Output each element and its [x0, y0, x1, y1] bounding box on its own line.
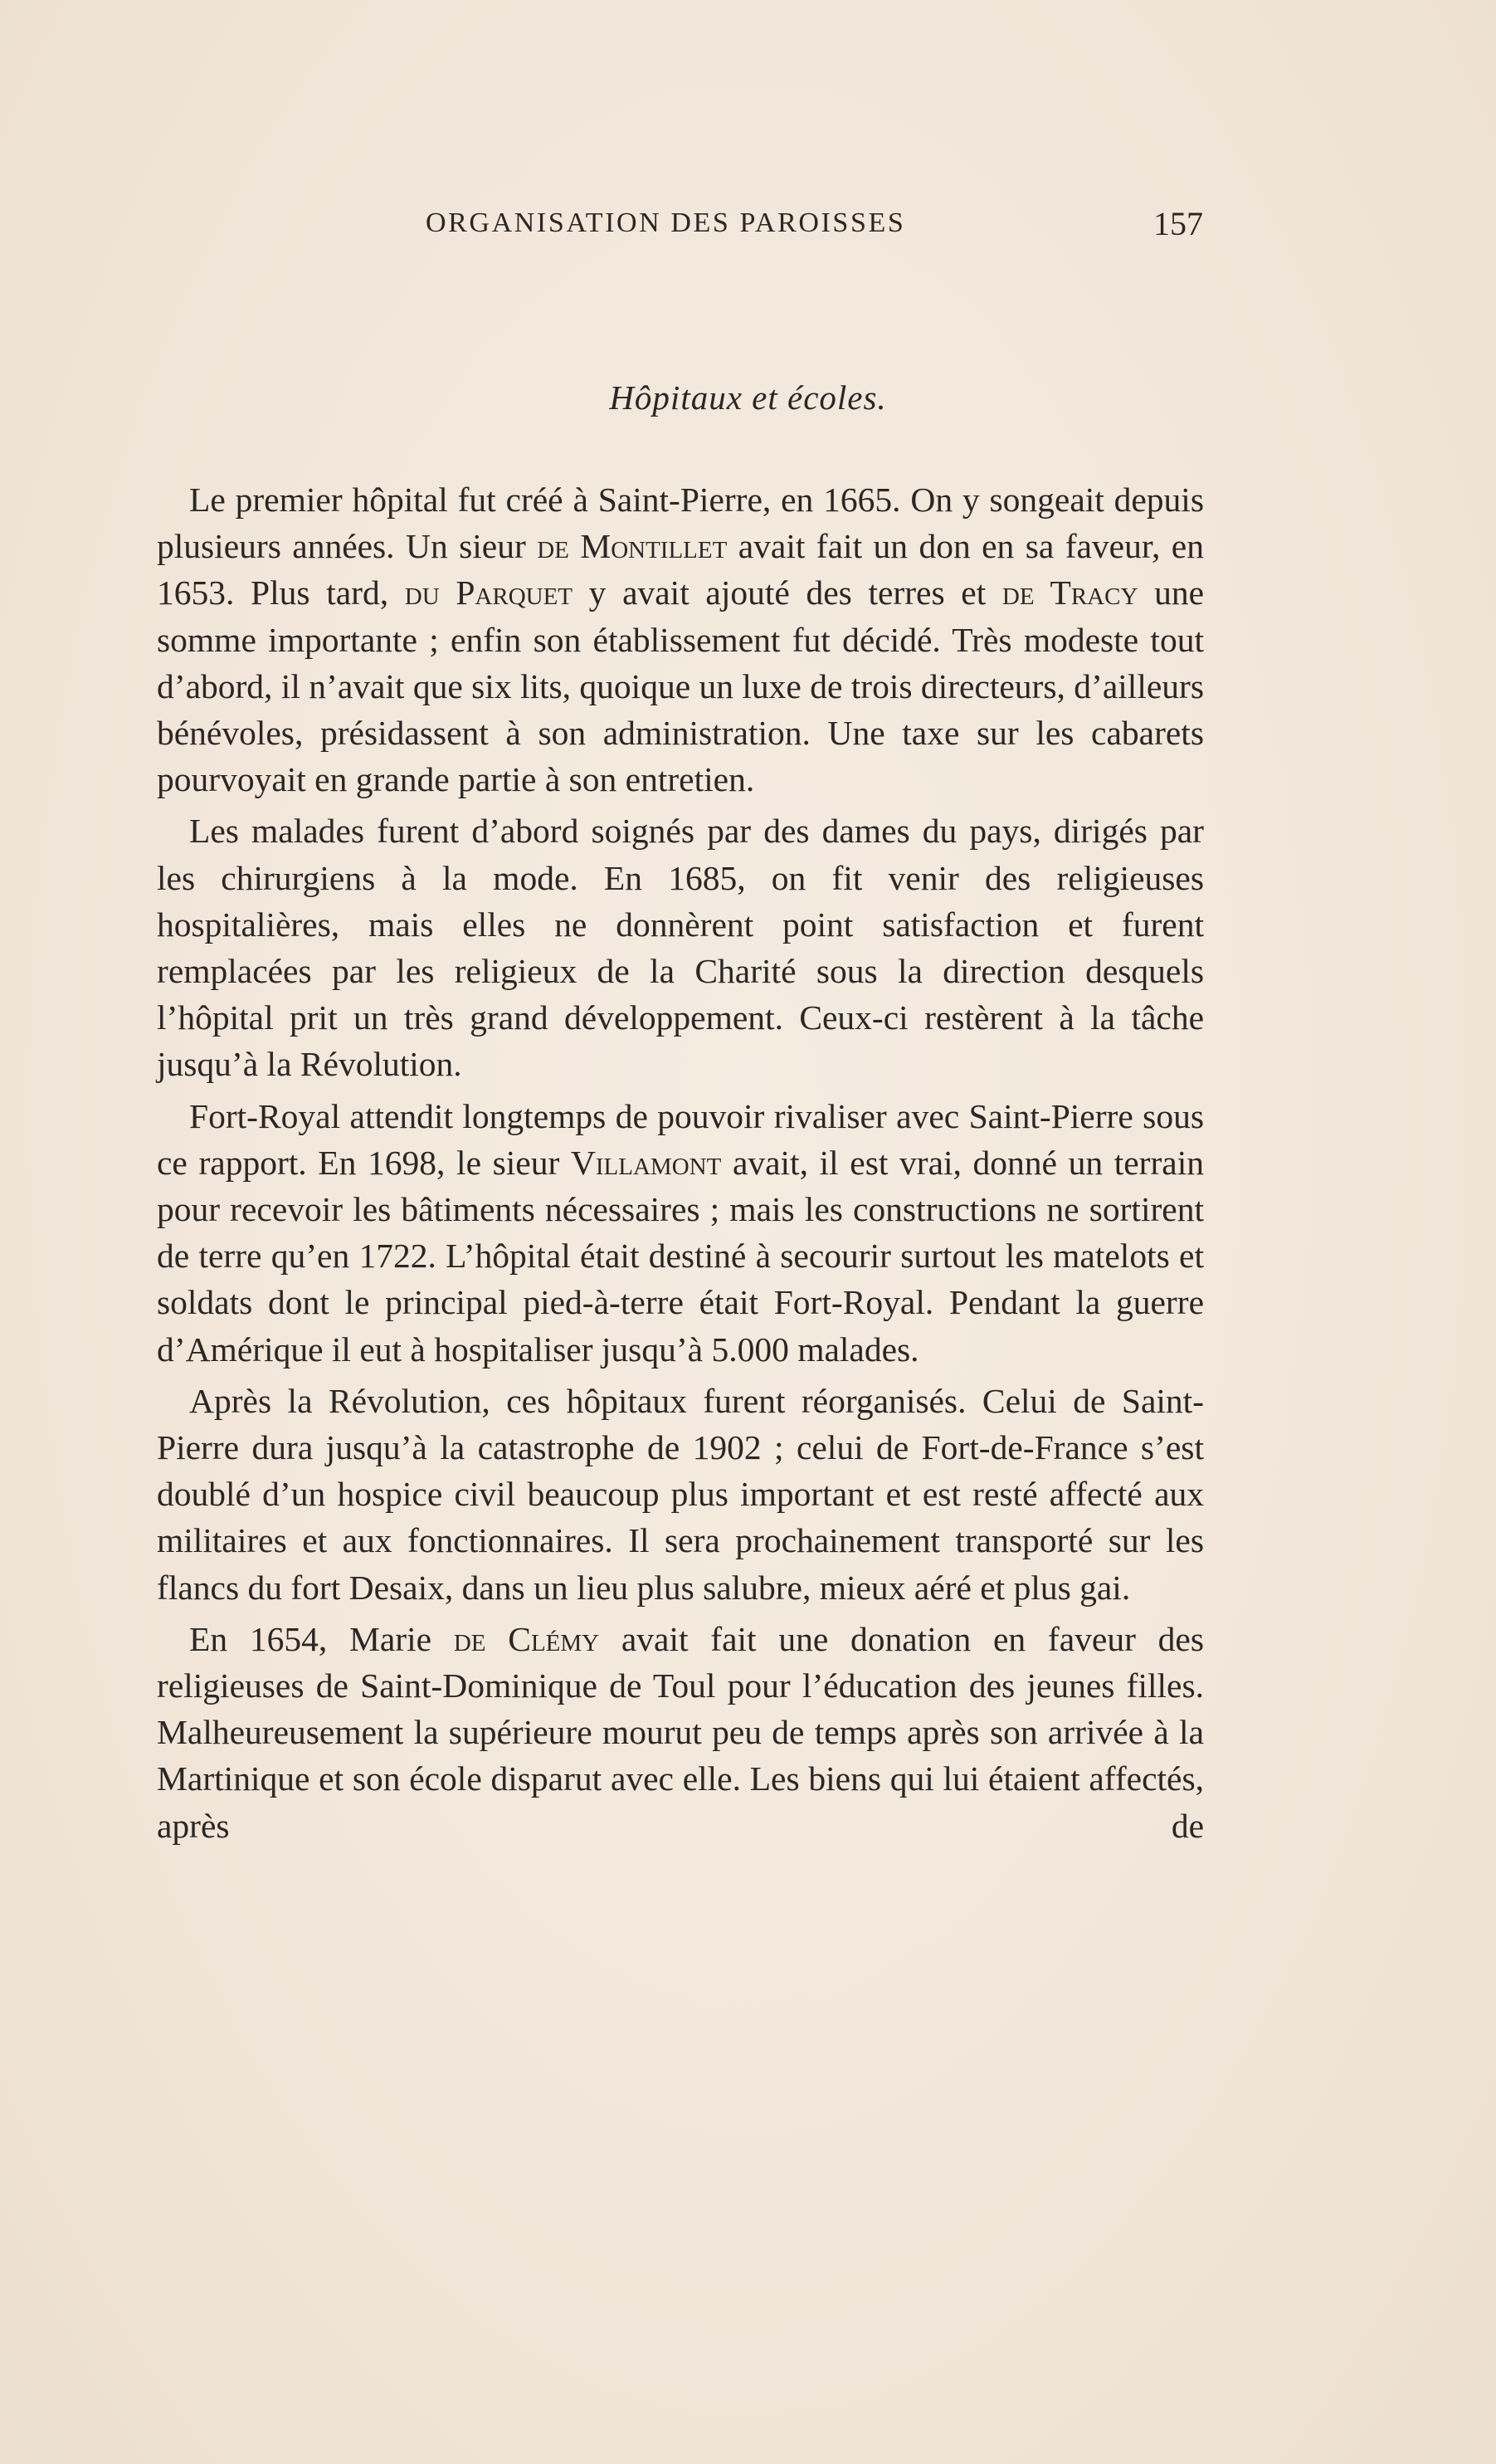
paragraph-hopital-saint-pierre: Le premier hôpital fut créé à Saint-Pierre, en 1665. On y songeait depuis plusieurs années. Un sieur de Montillet avait fait un don en sa faveur, en 1653. Plus tard, du Parquet y avait ajouté des terres et de Tracy une somme importante ; enfin son établissement fut décidé. Très modeste tout d’abord, il n’avait que six lits, quoique un luxe de trois directeurs, d’ailleurs bénévoles, présidassent à son administration. Une taxe sur les cabarets pourvoyait en grande partie à son entretien.	[157, 481, 1204, 799]
page-number: 157	[1153, 205, 1203, 242]
paragraph-ecole-clemy: En 1654, Marie de Clémy avait fait une donation en faveur des religieuses de Saint-Dominique de Toul pour l’éducation des jeunes filles. Malheureusement la supérieure mourut peu de temps après son arrivée à la Martinique et son école disparut avec elle. Les biens qui lui étaient affectés, après de	[157, 1619, 1204, 1845]
paragraph-apres-revolution: Après la Révolution, ces hôpitaux furent réorganisés. Celui de Saint-Pierre dura jusqu’à la catastrophe de 1902 ; celui de Fort-de-France s’est doublé d’un hospice civil beaucoup plus important et est resté affecté aux militaires et aux fonctionnaires. Il sera prochainement transporté sur les flancs du fort Desaix, dans un lieu plus salubre, mieux aéré et plus gai.	[157, 1381, 1204, 1607]
name-de-montillet: de Montillet	[537, 527, 728, 566]
name-de-clemy: de Clémy	[453, 1619, 600, 1658]
page-header	[426, 207, 1203, 244]
name-du-parquet: du Parquet	[404, 573, 573, 612]
running-head: ORGANISATION DES PAROISSES	[426, 207, 906, 238]
name-villamont: Villamont	[570, 1143, 722, 1182]
body-text	[157, 476, 1204, 1849]
paragraph-malades: Les malades furent d’abord soignés par des dames du pays, dirigés par les chirurgiens à la mode. En 1685, on fit venir des religieuses hospitalières, mais elles ne donnèrent point satisfaction et furent remplacées par les religieux de la Charité sous la direction desquels l’hôpital prit un très grand développement. Ceux-ci restèrent à la tâche jusqu’à la Révolution.	[157, 812, 1204, 1084]
paragraph-fort-royal: Fort-Royal attendit longtemps de pouvoir rivaliser avec Saint-Pierre sous ce rapport. En 1698, le sieur Villamont avait, il est vrai, donné un terrain pour recevoir les bâtiments nécessaires ; mais les constructions ne sortirent de terre qu’en 1722. L’hôpital était destiné à secourir surtout les matelots et soldats dont le principal pied-à-terre était Fort-Royal. Pendant la guerre d’Amérique il eut à hospitaliser jusqu’à 5.000 malades.	[157, 1096, 1204, 1369]
name-de-tracy: de Tracy	[1001, 573, 1138, 612]
section-title: Hôpitaux et écoles.	[609, 378, 887, 417]
